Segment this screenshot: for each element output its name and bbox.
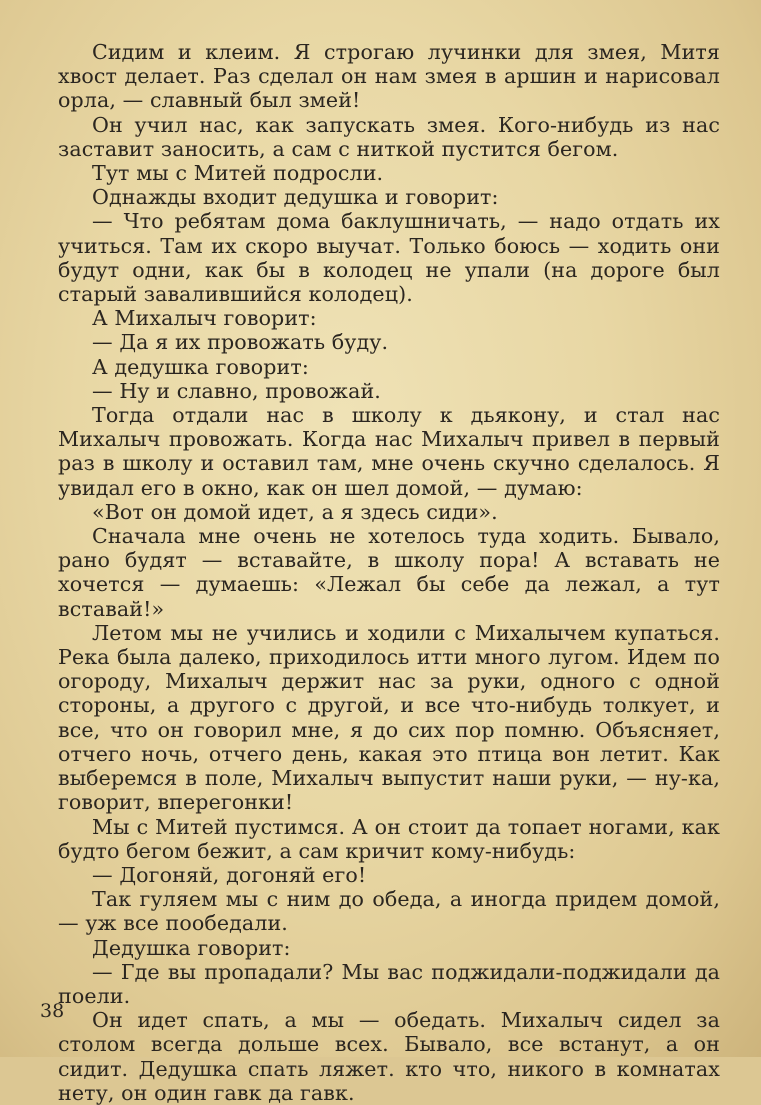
paragraph: «Вот он домой идет, а я здесь сиди». — [92, 499, 498, 524]
paragraph: А дедушка говорит: — [92, 354, 309, 379]
paragraph: Сидим и клеим. Я строгаю лучинки для змея, Митя хвост делает. Раз сделал он нам змея в аршин и нарисовал орла, — славный был змей! — [58, 40, 720, 113]
paragraph: — Где вы пропадали? Мы вас поджидали-поджидали да поели. — [58, 959, 720, 1008]
paragraph: Мы с Митей пустимся. А он стоит да топает ногами, как будто бегом бежит, а сам кричит кому-нибудь: — [58, 814, 720, 863]
paragraph: — Догоняй, догоняй его! — [92, 862, 367, 887]
paragraph: Он учил нас, как запускать змея. Кого-нибудь из нас заставит заносить, а сам с ниткой пустится бегом. — [58, 112, 720, 161]
paragraph: Он идет спать, а мы — обедать. Михалыч сидел за столом всегда дольше всех. Бывало, все встанут, а он сидит. Дедушка спать ляжет. кто что, никого в комнатах нету, он один гавк да гавк. — [58, 1008, 720, 1105]
paragraph: Летом мы не учились и ходили с Михалычем купаться. Река была далеко, приходилось итти много лугом. Идем по огороду, Михалыч держит нас за руки, одного с одной стороны, а другого с другой, и все что-нибудь толкует, и все, что он говорил мне, я до сих пор помню. Объясняет, отчего ночь, отчего день, какая это птица вон летит. Как выберемся в поле, Михалыч выпустит наши руки, — ну-ка, говорит, вперегонки! — [58, 620, 720, 815]
paragraph: — Ну и славно, провожай. — [92, 378, 381, 403]
paragraph: Тогда отдали нас в школу к дьякону, и стал нас Михалыч провожать. Когда нас Михалыч привел в первый раз в школу и оставил там, мне очень скучно сделалось. Я увидал его в окно, как он шел домой, — думаю: — [58, 403, 720, 500]
page-text — [58, 40, 720, 1105]
paragraph: Сначала мне очень не хотелось туда ходить. Бывало, рано будят — вставайте, в школу пора! А вставать не хочется — думаешь: «Лежал бы себе да лежал, а тут вставай!» — [58, 524, 720, 621]
paragraph: — Да я их провожать буду. — [92, 330, 389, 355]
page-number: 38 — [40, 1000, 65, 1022]
paragraph: Тут мы с Митей подросли. — [92, 161, 384, 186]
paragraph: А Михалыч говорит: — [92, 306, 317, 331]
paragraph: Так гуляем мы с ним до обеда, а иногда придем домой, — уж все пообедали. — [58, 887, 720, 936]
paragraph: Дедушка говорит: — [92, 935, 291, 960]
paragraph: — Что ребятам дома баклушничать, — надо отдать их учиться. Там их скоро выучат. Только боюсь — ходить они будут одни, как бы в колодец не упали (на дороге был старый завалившийся колодец). — [58, 209, 720, 307]
paragraph: Однажды входит дедушка и говорит: — [92, 185, 499, 210]
